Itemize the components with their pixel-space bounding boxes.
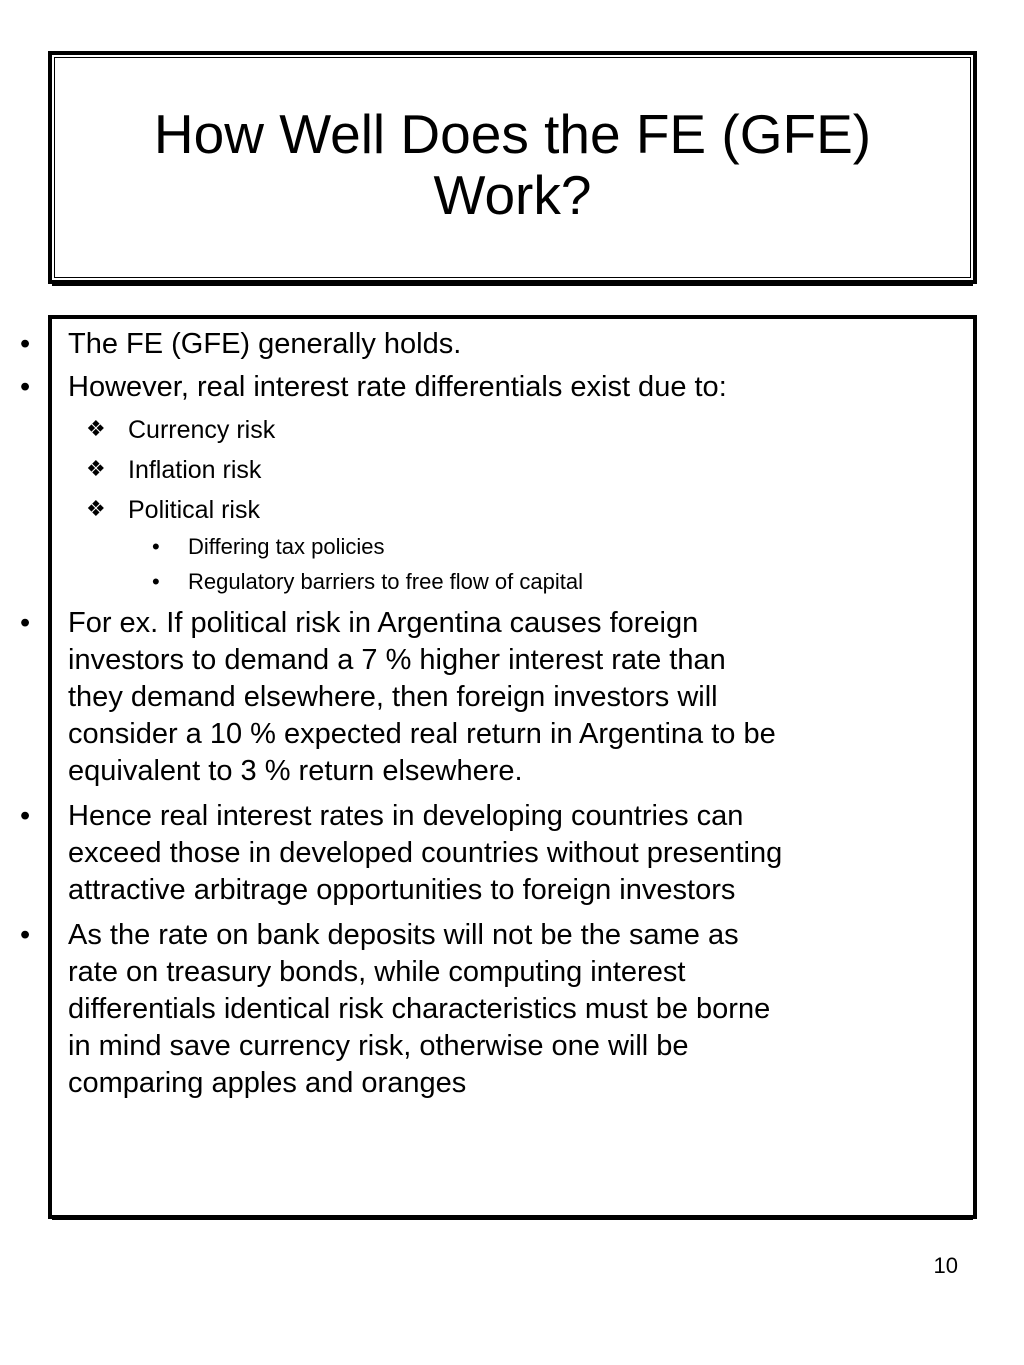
diamond-bullet-icon: ❖: [86, 416, 106, 441]
bullet-text-line: attractive arbitrage opportunities to foreign investors: [68, 874, 736, 906]
sub-bullet-text: Political risk: [128, 496, 260, 524]
page-number: 10: [933, 1253, 958, 1278]
bullet-text: The FE (GFE) generally holds.: [68, 328, 462, 360]
title-line-1: How Well Does the FE (GFE): [153, 103, 872, 165]
bullet-dot-icon: •: [152, 569, 160, 594]
sub-bullet-political-risk: [86, 495, 260, 525]
bullet-item-differentials: [20, 369, 918, 406]
bullet-dot-icon: •: [20, 328, 31, 360]
slide-title: [52, 104, 973, 226]
diamond-bullet-icon: ❖: [86, 496, 106, 521]
sub-bullet-inflation-risk: [86, 455, 262, 485]
bullet-item-apples-oranges: [20, 917, 918, 1102]
bullet-text-line: Hence real interest rates in developing countries can: [68, 800, 744, 832]
bullet-text-line: consider a 10 % expected real return in Argentina to be: [68, 718, 776, 750]
bullet-text-line: in mind save currency risk, otherwise one will be: [68, 1030, 689, 1062]
bullet-item-generally-holds: [20, 326, 918, 363]
bullet-text-line: they demand elsewhere, then foreign investors will: [68, 681, 718, 713]
bullet-text-line: rate on treasury bonds, while computing interest: [68, 956, 686, 988]
bullet-text-line: equivalent to 3 % return elsewhere.: [68, 755, 523, 787]
bullet-text-line: differentials identical risk characteristics must be borne: [68, 993, 771, 1025]
bullet-item-developing-countries: [20, 798, 918, 909]
bullet-dot-icon: •: [152, 534, 160, 559]
sub-sub-bullet-text: Differing tax policies: [188, 534, 385, 559]
bullet-dot-icon: •: [20, 607, 31, 639]
bullet-dot-icon: •: [20, 371, 31, 403]
sub-sub-bullet-regulatory-barriers: [152, 569, 583, 595]
bullet-text-line: comparing apples and oranges: [68, 1067, 467, 1099]
content-box-shadow-line: [52, 1218, 973, 1220]
bullet-item-argentina-example: [20, 605, 918, 790]
bullet-dot-icon: •: [20, 919, 31, 951]
sub-bullet-text: Inflation risk: [128, 456, 262, 484]
title-line-2: Work?: [433, 164, 592, 226]
sub-sub-bullet-text: Regulatory barriers to free flow of capital: [188, 569, 583, 594]
bullet-text-line: For ex. If political risk in Argentina causes foreign: [68, 607, 699, 639]
bullet-text-line: As the rate on bank deposits will not be the same as: [68, 919, 739, 951]
title-box: [48, 51, 977, 284]
bullet-dot-icon: •: [20, 800, 31, 832]
bullet-text-line: investors to demand a 7 % higher interest rate than: [68, 644, 726, 676]
diamond-bullet-icon: ❖: [86, 456, 106, 481]
bullet-text: However, real interest rate differentials exist due to:: [68, 371, 727, 403]
title-box-shadow-line: [52, 284, 973, 286]
sub-bullet-currency-risk: [86, 415, 276, 445]
bullet-text-line: exceed those in developed countries without presenting: [68, 837, 783, 869]
sub-bullet-text: Currency risk: [128, 416, 276, 444]
sub-sub-bullet-tax-policies: [152, 534, 385, 560]
